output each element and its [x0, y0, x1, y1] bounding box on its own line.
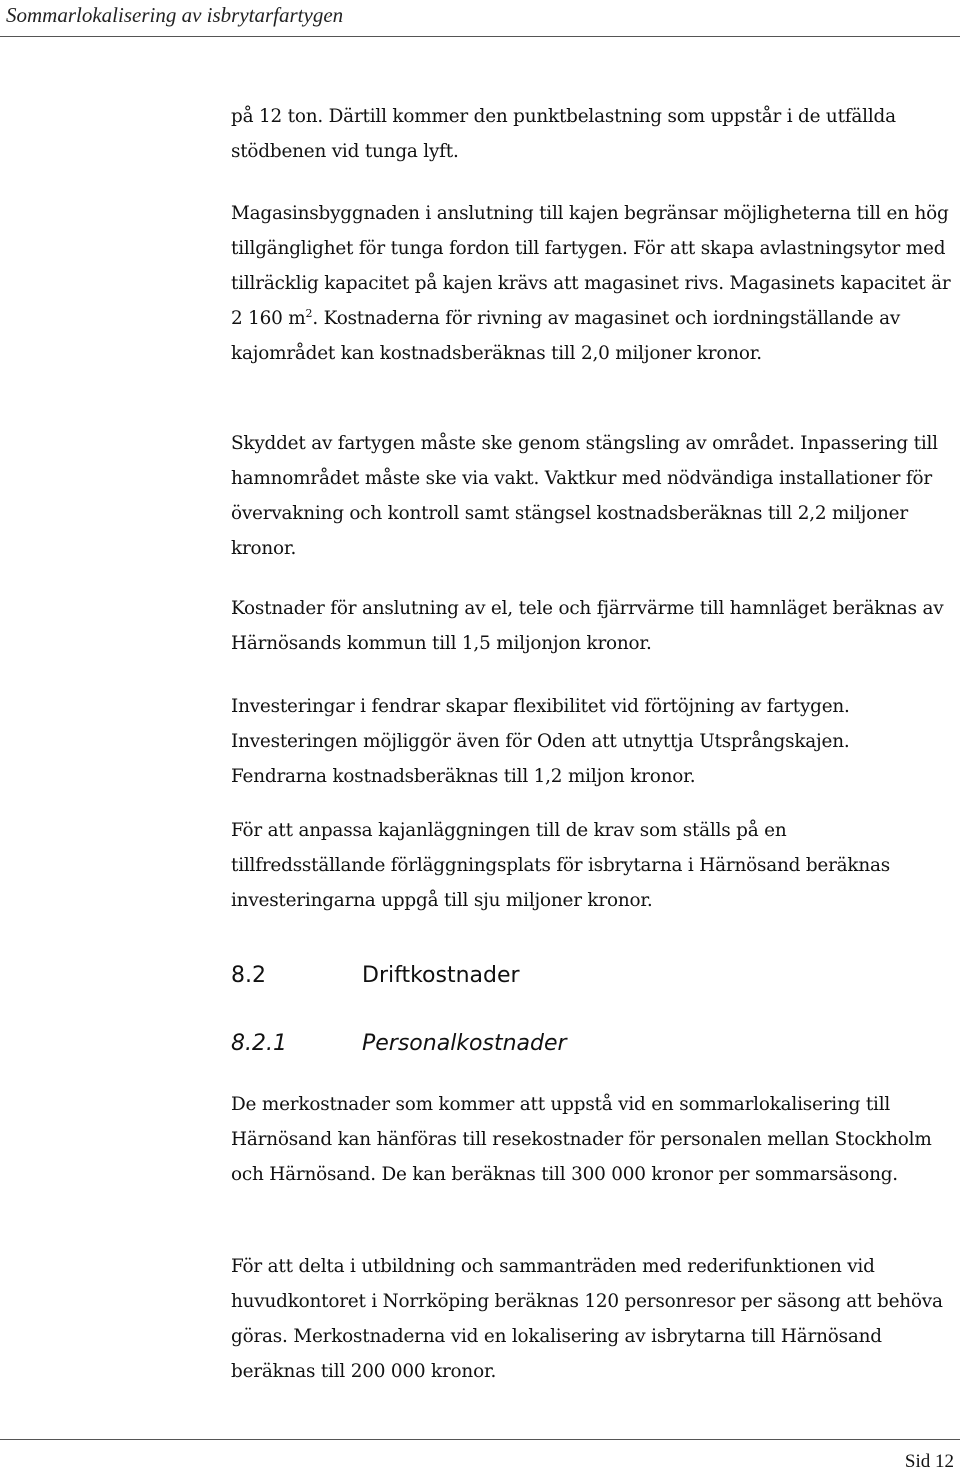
paragraph-meetings: För att delta i utbildning och sammanträden med rederifunktionen vid huvudkontoret i Norrköping beräknas 120 personresor per säsong att behöva göras. Merkostnaderna vid en lokalisering av isbrytarna till Härnösand beräknas till 200 000 kronor. [231, 1256, 943, 1382]
paragraph-load-note: på 12 ton. Därtill kommer den punktbelastning som uppstår i de utfällda stödbenen vid tunga lyft. [231, 106, 896, 162]
header-divider [0, 36, 960, 37]
running-header: Sommarlokalisering av isbrytarfartygen [6, 3, 344, 27]
subsection-title: Personalkostnader [362, 1031, 567, 1056]
paragraph-warehouse-text: Magasinsbyggnaden i anslutning till kajen begränsar möjligheterna till en hög tillgänglighet för tunga fordon till fartygen. För att skapa avlastningsytor med tillräcklig kapacitet på kajen krävs att magasinet rivs. Magasinets kapacitet är 2 160 m [231, 203, 951, 329]
section-title: Driftkostnader [362, 963, 520, 988]
footer-divider [0, 1439, 960, 1440]
paragraph-warehouse [231, 196, 956, 371]
superscript-two: 2 [305, 307, 313, 320]
paragraph-fenders: Investeringar i fendrar skapar flexibilitet vid förtöjning av fartygen. Investeringen möjliggör även för Oden att utnyttja Utsprångskajen. Fendrarna kostnadsberäknas till 1,2 miljon kronor. [231, 696, 850, 787]
section-number: 8.2 [231, 963, 266, 988]
section-heading-operating-costs [231, 961, 520, 991]
page-number: Sid 12 [904, 1451, 954, 1472]
paragraph-investment-total: För att anpassa kajanläggningen till de krav som ställs på en tillfredsställande förläggningsplats för isbrytarna i Härnösand beräknas investeringarna uppgå till sju miljoner kronor. [231, 820, 891, 911]
paragraph-utilities: Kostnader för anslutning av el, tele och fjärrvärme till hamnläget beräknas av Härnösands kommun till 1,5 miljonjon kronor. [231, 598, 944, 654]
paragraph-warehouse-cost: . Kostnaderna för rivning av magasinet och iordningställande av kajområdet kan kostnadsberäknas till 2,0 miljoner kronor. [231, 308, 901, 364]
paragraph-travel-costs: De merkostnader som kommer att uppstå vid en sommarlokalisering till Härnösand kan hänföras till resekostnader för personalen mellan Stockholm och Härnösand. De kan beräknas till 300 000 kronor per sommarsäsong. [231, 1094, 932, 1185]
paragraph-security: Skyddet av fartygen måste ske genom stängsling av området. Inpassering till hamnområdet måste ske via vakt. Vaktkur med nödvändiga installationer för övervakning och kontroll samt stängsel kostnadsberäknas till 2,2 miljoner kronor. [231, 433, 938, 559]
subsection-number: 8.2.1 [231, 1031, 287, 1056]
subsection-heading-personnel-costs [231, 1029, 567, 1059]
